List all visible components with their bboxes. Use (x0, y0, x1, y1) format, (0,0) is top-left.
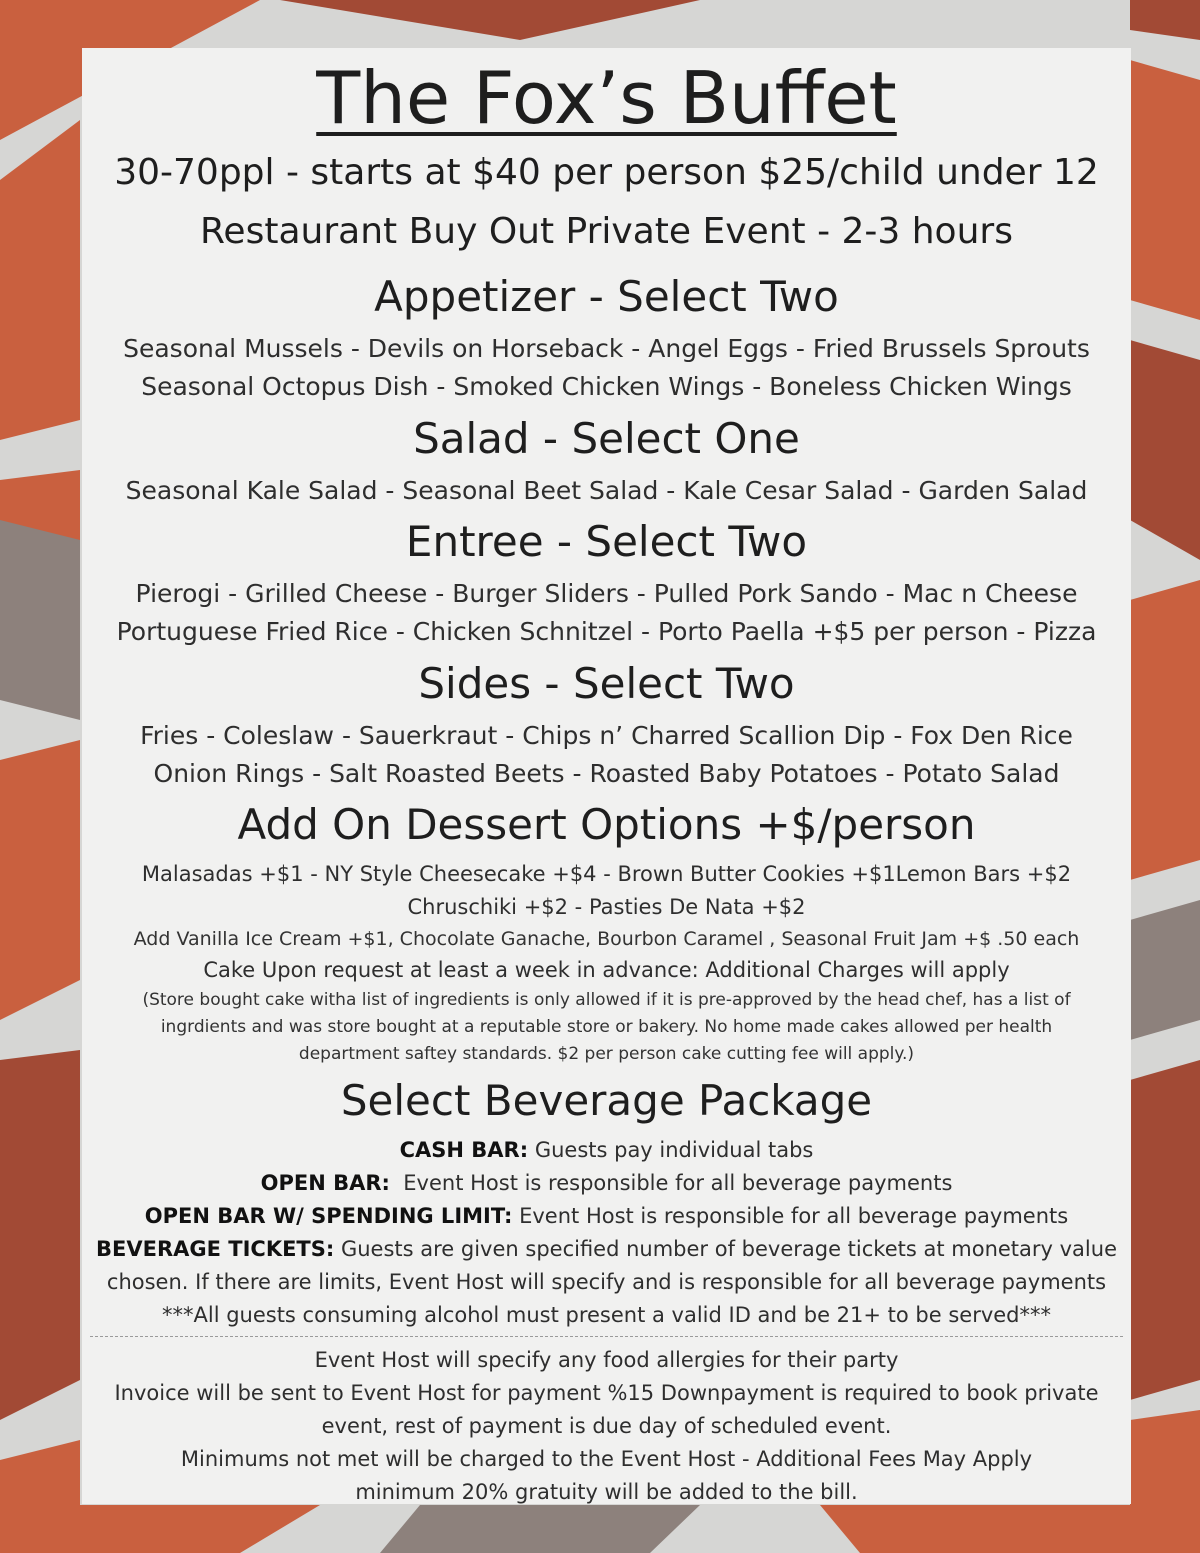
footer-line-1: Event Host will specify any food allergies for their party (314, 1348, 899, 1372)
cake-note-3: department saftey standards. $2 per person cake cutting fee will apply.) (298, 1044, 915, 1064)
divider (90, 1336, 1123, 1337)
dessert-line-1: Malasadas +$1 - NY Style Cheesecake +$4 - Brown Butter Cookies +$1Lemon Bars +$2 (141, 862, 1072, 886)
tickets-line-2: chosen. If there are limits, Event Host will specify and is responsible for all beverage payments (106, 1270, 1107, 1294)
entree-heading: Entree - Select Two (405, 517, 808, 566)
menu-card (82, 48, 1131, 1504)
footer-line-5: minimum 20% gratuity will be added to the bill. (355, 1480, 858, 1504)
event-line: Restaurant Buy Out Private Event - 2-3 hours (200, 211, 1013, 252)
footer-line-3: event, rest of payment is due day of scheduled event. (321, 1414, 892, 1438)
tickets-line (96, 1237, 1117, 1261)
dessert-line-2: Chruschiki +$2 - Pasties De Nata +$2 (407, 895, 806, 919)
spending-limit-line (145, 1204, 1068, 1228)
cake-note-1: (Store bought cake witha list of ingredients is only allowed if it is pre-approved by the head chef, has a list of (142, 990, 1071, 1010)
cash-bar-text: Guests pay individual tabs (528, 1138, 814, 1162)
open-bar-line (261, 1171, 953, 1195)
beverage-heading: Select Beverage Package (340, 1076, 873, 1125)
sides-line-2: Onion Rings - Salt Roasted Beets - Roasted Baby Potatoes - Potato Salad (153, 759, 1060, 788)
cake-line: Cake Upon request at least a week in advance: Additional Charges will apply (203, 958, 1010, 982)
cash-bar-label: CASH BAR: (399, 1138, 529, 1162)
open-bar-label: OPEN BAR: (260, 1171, 390, 1195)
footer-line-2: Invoice will be sent to Event Host for payment %15 Downpayment is required to book private (114, 1381, 1099, 1405)
sides-heading: Sides - Select Two (418, 659, 795, 708)
spending-limit-label: OPEN BAR W/ SPENDING LIMIT: (144, 1204, 513, 1228)
pricing-line: 30-70ppl - starts at $40 per person $25/child under 12 (114, 152, 1099, 193)
salad-line-1: Seasonal Kale Salad - Seasonal Beet Salad - Kale Cesar Salad - Garden Salad (125, 476, 1088, 505)
open-bar-text: Event Host is responsible for all beverage payments (389, 1171, 953, 1195)
cake-note-2: ingrdients and was store bought at a reputable store or bakery. No home made cakes allowed per health (160, 1017, 1053, 1037)
tickets-label: BEVERAGE TICKETS: (96, 1237, 335, 1261)
alcohol-notice: ***All guests consuming alcohol must present a valid ID and be 21+ to be served*** (161, 1303, 1052, 1327)
appetizer-line-2: Seasonal Octopus Dish - Smoked Chicken Wings - Boneless Chicken Wings (141, 372, 1072, 401)
appetizer-heading: Appetizer - Select Two (374, 272, 839, 321)
entree-line-1: Pierogi - Grilled Cheese - Burger Sliders - Pulled Pork Sando - Mac n Cheese (135, 579, 1078, 608)
salad-heading: Salad - Select One (413, 414, 800, 463)
spending-limit-text: Event Host is responsible for all beverage payments (512, 1204, 1069, 1228)
appetizer-line-1: Seasonal Mussels - Devils on Horseback - Angel Eggs - Fried Brussels Sprouts (123, 334, 1090, 363)
cash-bar-line (400, 1138, 814, 1162)
footer-line-4: Minimums not met will be charged to the Event Host - Additional Fees May Apply (180, 1447, 1033, 1471)
dessert-heading: Add On Dessert Options +$/person (237, 800, 976, 849)
tickets-text: Guests are given specified number of beverage tickets at monetary value (334, 1237, 1117, 1261)
sides-line-1: Fries - Coleslaw - Sauerkraut - Chips n’ Charred Scallion Dip - Fox Den Rice (140, 721, 1073, 750)
dessert-addons: Add Vanilla Ice Cream +$1, Chocolate Ganache, Bourbon Caramel , Seasonal Fruit Jam +$ .50 each (133, 928, 1080, 950)
entree-line-2: Portuguese Fried Rice - Chicken Schnitzel - Porto Paella +$5 per person - Pizza (116, 617, 1097, 646)
menu-title: The Fox’s Buffet (316, 56, 897, 140)
